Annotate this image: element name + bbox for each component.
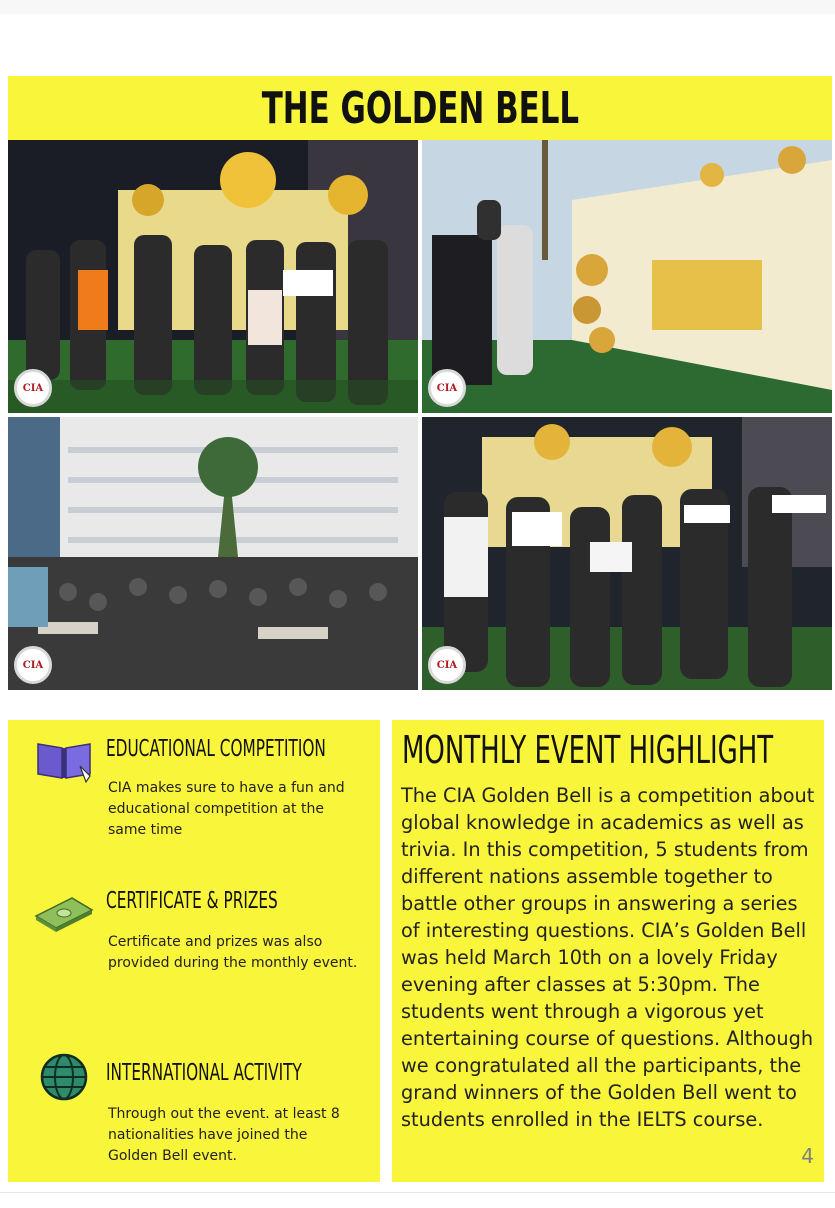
feature-heading: CERTIFICATE & PRIZES [106,888,278,914]
cia-logo-badge: CIA [428,369,466,407]
highlight-title: MONTHLY EVENT HIGHLIGHT [402,728,774,772]
cia-logo-badge: CIA [428,646,466,684]
cia-logo-badge: CIA [14,369,52,407]
feature-heading: INTERNATIONAL ACTIVITY [106,1060,302,1086]
features-panel [8,720,380,1182]
cia-logo-badge: CIA [14,646,52,684]
page-number: 4 [801,1144,814,1168]
photo-hosts-podium [422,140,832,413]
feature-text: Certificate and prizes was also provided during the monthly event. [108,934,358,971]
highlight-panel [392,720,824,1182]
feature-text: CIA makes sure to have a fun and educational competition at the same time [108,780,345,838]
highlight-body: The CIA Golden Bell is a competition about global knowledge in academics as well as trivia. In this competition, 5 students from different nations assemble together to battle other groups in answering a series of interesting questions. CIA’s Golden Bell was held March 10th on a lovely Friday evening after classes at 5:30pm. The students went through a vigorous yet entertaining course of questions. Although we congratulated all the participants, the grand winners of the Golden Bell went to students enrolled in the IELTS course. [401,784,815,1131]
photo-audience-crowd [8,417,418,690]
feature-heading: EDUCATIONAL COMPETITION [106,736,326,762]
bottom-rule [0,1192,835,1193]
money-icon [32,888,96,938]
globe-icon [32,1052,96,1102]
page-title: THE GOLDEN BELL [261,82,579,134]
top-rule [0,0,835,14]
book-icon [32,738,96,788]
title-band [8,76,832,140]
photo-grid [8,140,832,690]
photo-winners-group [422,417,832,690]
feature-text: Through out the event. at least 8 nationalities have joined the Golden Bell event. [108,1106,340,1164]
photo-participants-group [8,140,418,413]
